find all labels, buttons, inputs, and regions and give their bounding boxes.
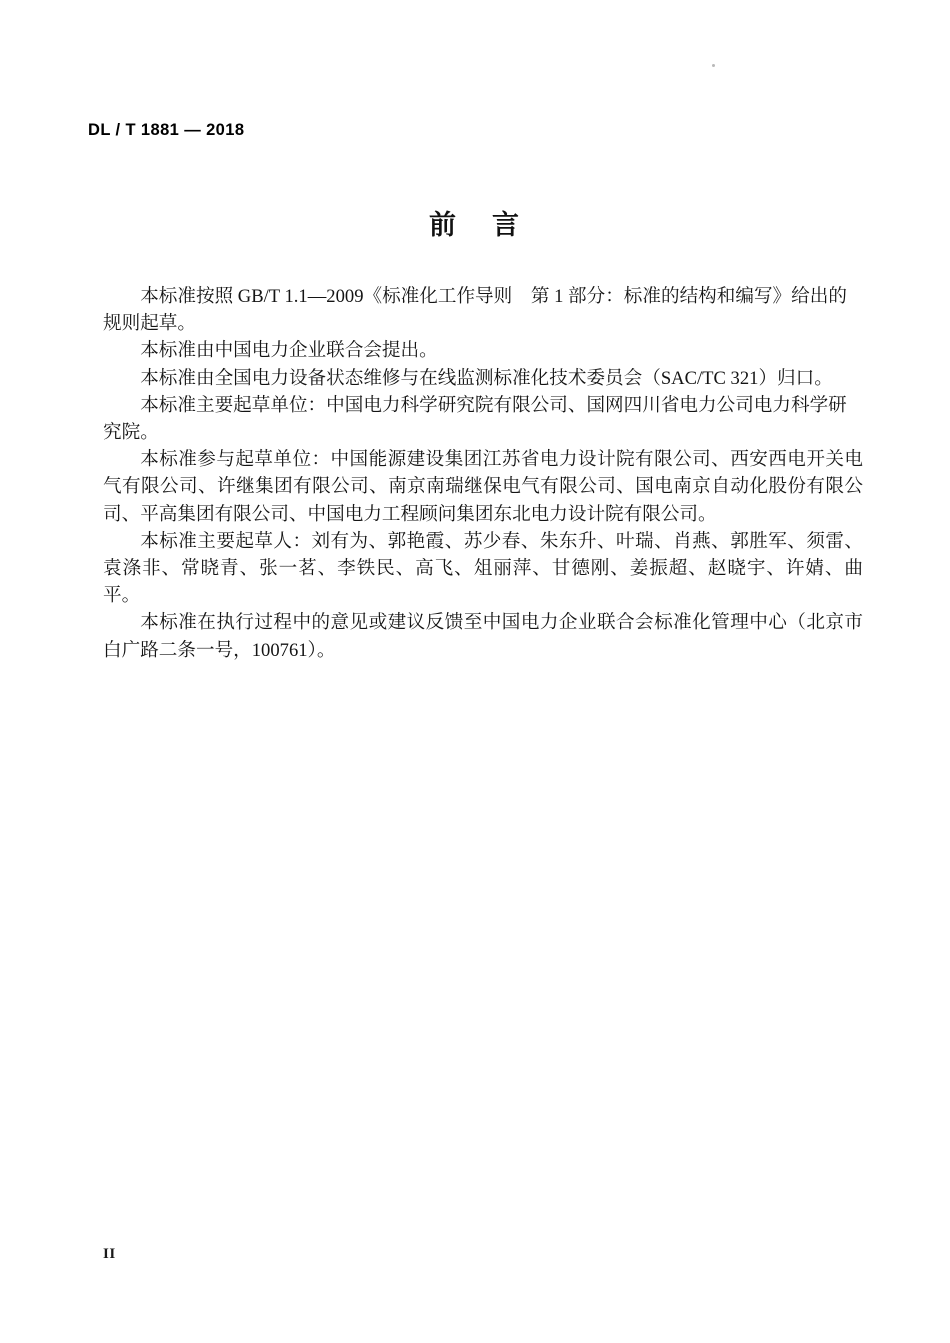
- page-title-char-first: 前: [429, 210, 458, 241]
- standard-number-header: DL / T 1881 — 2018: [88, 121, 245, 139]
- foreword-paragraph: 本标准按照 GB/T 1.1—2009《标准化工作导则 第 1 部分：标准的结构和编写》给出的规则起草。: [103, 286, 847, 335]
- page-title: [0, 203, 950, 242]
- foreword-paragraph: 本标准在执行过程中的意见或建议反馈至中国电力企业联合会标准化管理中心（北京市白广路二条一号，100761）。: [103, 612, 863, 661]
- foreword-paragraph: 本标准主要起草单位：中国电力科学研究院有限公司、国网四川省电力公司电力科学研究院。: [103, 394, 847, 444]
- foreword-body: [103, 283, 863, 664]
- foreword-paragraph: 本标准参与起草单位：中国能源建设集团江苏省电力设计院有限公司、西安西电开关电气有限公司、许继集团有限公司、南京南瑞继保电气有限公司、国电南京自动化股份有限公司、平高集团有限公司、中国电力工程顾问集团东北电力设计院有限公司。: [103, 449, 863, 525]
- foreword-paragraph: 本标准由全国电力设备状态维修与在线监测标准化技术委员会（SAC/TC 321）归口。: [140, 367, 833, 389]
- scan-speckle: [712, 64, 715, 67]
- foreword-paragraph: 本标准主要起草人：刘有为、郭艳霞、苏少春、朱东升、叶瑞、肖燕、郭胜军、须雷、袁涤非、常晓青、张一茗、李铁民、高飞、俎丽萍、甘德刚、姜振超、赵晓宇、许婧、曲平。: [103, 530, 863, 607]
- page-number: II: [103, 1246, 116, 1262]
- page-title-char-second: 言: [492, 210, 521, 241]
- foreword-paragraph: 本标准由中国电力企业联合会提出。: [140, 340, 438, 362]
